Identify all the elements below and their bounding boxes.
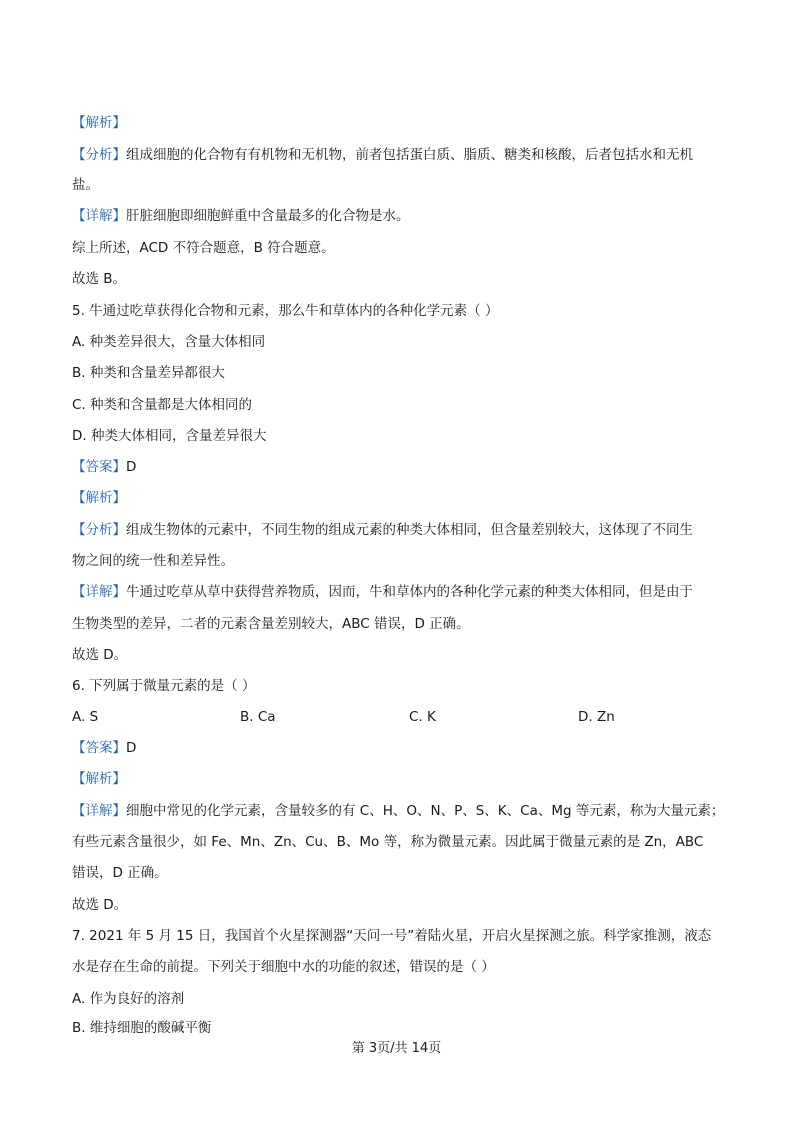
question-6-analysis-heading: 【解析】 <box>72 771 126 787</box>
question-5-option-d: D. 种类大体相同，含量差异很大 <box>72 428 267 444</box>
question-5-analysis-cont: 物之间的统一性和差异性。 <box>72 553 234 569</box>
question-5-choice: 故选 D。 <box>72 647 128 663</box>
question-5-analysis-heading: 【解析】 <box>72 490 126 506</box>
question-5-analysis: 【分析】组成生物体的元素中，不同生物的组成元素的种类大体相同，但含量差别较大，这体现了不同生 <box>72 522 693 538</box>
question-5-answer: 【答案】D <box>72 459 137 475</box>
question-7-option-b: B. 维持细胞的酸碱平衡 <box>72 1020 212 1036</box>
question-6-detail-cont-1: 有些元素含量很少，如 Fe、Mn、Zn、Cu、B、Mo 等，称为微量元素。因此属于微量元素的是 Zn，ABC <box>72 834 704 850</box>
detail-paragraph: 【详解】肝脏细胞即细胞鲜重中含量最多的化合物是水。 <box>72 208 410 224</box>
question-5-option-c: C. 种类和含量都是大体相同的 <box>72 397 253 413</box>
question-5-detail: 【详解】牛通过吃草从草中获得营养物质，因而，牛和草体内的各种化学元素的种类大体相同，但是由于 <box>72 584 693 600</box>
analysis-heading: 【解析】 <box>72 115 126 131</box>
question-6-detail: 【详解】细胞中常见的化学元素，含量较多的有 C、H、O、N、P、S、K、Ca、Mg 等元素，称为大量元素； <box>72 803 725 819</box>
page-number: 第 3页/共 14页 <box>351 1041 442 1056</box>
question-6-choice: 故选 D。 <box>72 897 128 913</box>
summary-line: 综上所述，ACD 不符合题意，B 符合题意。 <box>72 240 335 256</box>
question-5-detail-cont: 生物类型的差异，二者的元素含量差别较大，ABC 错误，D 正确。 <box>72 616 470 632</box>
question-7-option-a: A. 作为良好的溶剂 <box>72 991 185 1007</box>
question-6-option-c: C. K <box>409 709 436 725</box>
question-6-option-d: D. Zn <box>578 709 615 725</box>
question-6-option-a: A. S <box>72 709 99 725</box>
question-6-stem: 6. 下列属于微量元素的是（ ） <box>72 678 256 694</box>
question-7-stem-cont: 水是存在生命的前提。下列关于细胞中水的功能的叙述，错误的是（ ） <box>72 959 495 975</box>
question-5-stem: 5. 牛通过吃草获得化合物和元素，那么牛和草体内的各种化学元素（ ） <box>72 303 499 319</box>
question-5-option-b: B. 种类和含量差异都很大 <box>72 365 225 381</box>
question-6-detail-cont-2: 错误，D 正确。 <box>72 865 168 881</box>
analysis-paragraph-cont: 盐。 <box>72 177 99 193</box>
question-6-option-b: B. Ca <box>240 709 276 725</box>
answer-choice-line: 故选 B。 <box>72 271 127 287</box>
question-5-option-a: A. 种类差异很大，含量大体相同 <box>72 334 266 350</box>
question-7-stem: 7. 2021 年 5 月 15 日，我国首个火星探测器“天问一号”着陆火星，开启火星探测之旅。科学家推测，液态 <box>72 928 712 944</box>
analysis-paragraph: 【分析】组成细胞的化合物有有机物和无机物，前者包括蛋白质、脂质、糖类和核酸，后者包括水和无机 <box>72 147 693 163</box>
question-6-answer: 【答案】D <box>72 740 137 756</box>
